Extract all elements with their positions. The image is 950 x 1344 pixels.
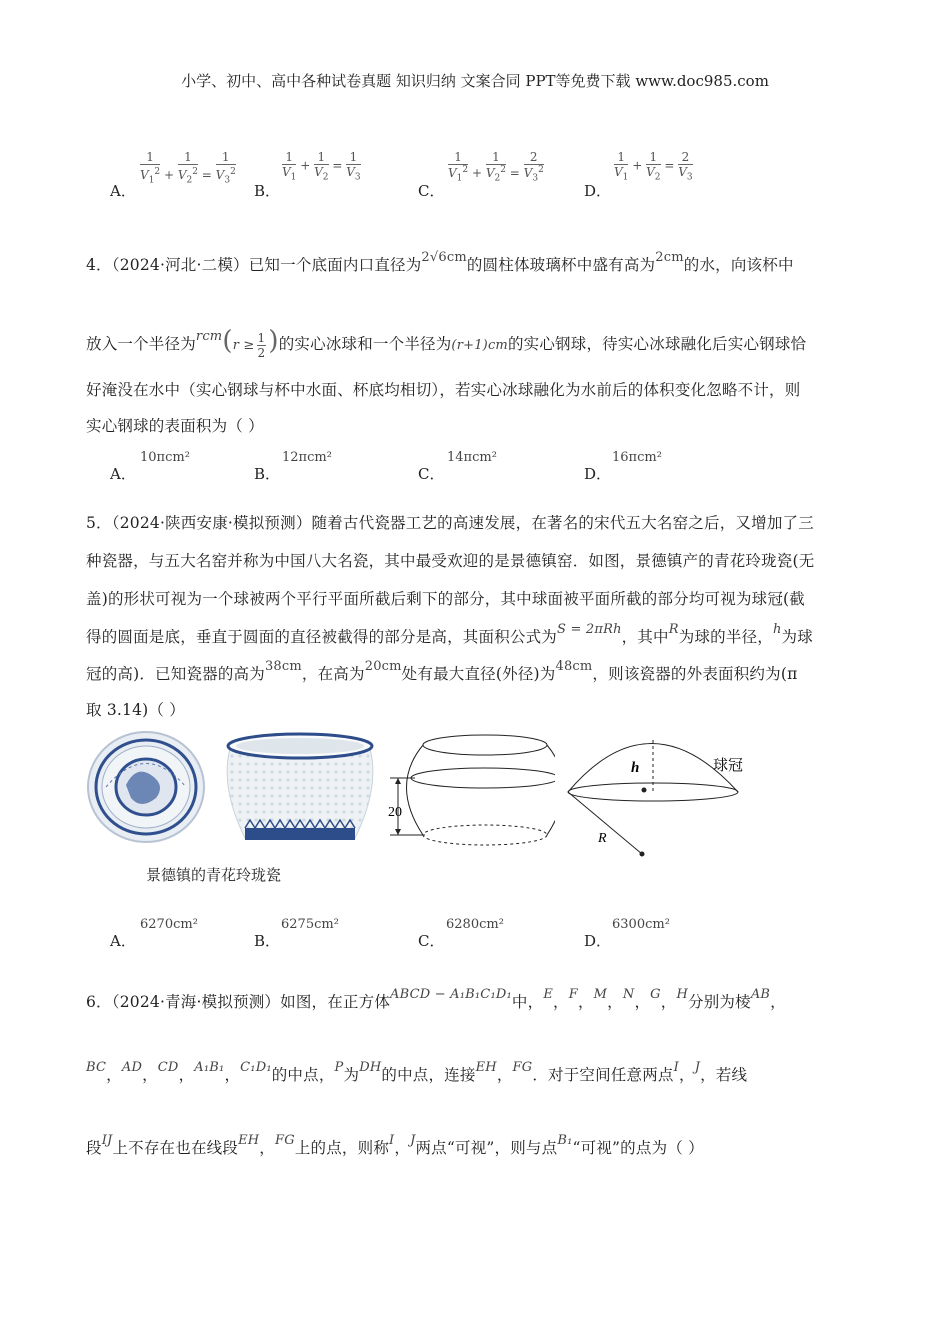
- q3-option-a[interactable]: A．: [110, 182, 136, 200]
- q5-text: 得的圆面是底，垂直于圆面的直径被截得的部分是高，其面积公式为: [86, 628, 558, 646]
- q5-line-4: [86, 622, 813, 647]
- q4-text: 的实心钢球，待实心冰球融化后实心钢球恰: [507, 335, 807, 353]
- q5-option-c[interactable]: C．: [418, 932, 445, 950]
- q6-point-e: E: [543, 987, 554, 1002]
- q3-option-d[interactable]: D．: [584, 182, 612, 200]
- q5-text: 为球的半径，: [678, 628, 773, 646]
- q6-comma: ，: [178, 1066, 195, 1084]
- diagram-label-h: h: [631, 760, 640, 776]
- q4-line-2: 放入一个半径为$^{rcm}$(r ≥ $\frac{1}{2}$ )的实心冰球和一个半径为(r+1)cm的实心钢球，待实心冰球融化后实心钢球恰: [86, 326, 807, 360]
- q4-text: 放入一个半径为: [86, 335, 196, 353]
- q6-edge-bc: BC: [86, 1060, 107, 1075]
- q3-d-math: 1 $V_1$ + 1 $V_2$ = 2 $V_3$: [614, 150, 693, 183]
- q6-text: 分别为棱: [688, 993, 751, 1011]
- figure-caption: 景德镇的青花玲珑瓷: [146, 866, 282, 884]
- q6-comma: ，: [106, 1066, 122, 1084]
- page-header: 小学、初中、高中各种试卷真题 知识归纳 文案合同 PPT等免费下载 www.doc985.com: [181, 72, 769, 90]
- q6-seg-eh-2: EH: [238, 1133, 260, 1148]
- q6-point-m: M: [593, 987, 608, 1002]
- q6-edge-a1b1: A₁B₁: [194, 1060, 225, 1075]
- q5-text: 处有最大直径(外径)为: [401, 665, 556, 683]
- q6-comma: ，: [394, 1139, 411, 1157]
- q3-b-math: 1 $V_1$ + 1 $V_2$ = 1 $V_3$: [282, 150, 361, 183]
- porcelain-bowl-image: [220, 728, 380, 848]
- q5-formula: S = 2πRh: [557, 622, 622, 637]
- q6-comma: ，: [634, 993, 651, 1011]
- q6-comma: ，: [553, 993, 569, 1011]
- q4-text: 的水，向该杯中: [683, 256, 794, 274]
- q3-option-b[interactable]: B．: [254, 182, 281, 200]
- q6-edge-ab: AB: [750, 987, 771, 1002]
- q6-seg-dh: DH: [359, 1060, 382, 1075]
- q4-text: 已知一个底面内口直径为: [248, 256, 422, 274]
- q6-edge-ad: AD: [121, 1060, 143, 1075]
- q5-text: 冠的高)．已知瓷器的高为: [86, 665, 265, 683]
- q6-comma: ，: [678, 1066, 695, 1084]
- q6-text: 上的点，则称: [294, 1139, 390, 1157]
- q5-text: ，在高为: [301, 665, 365, 683]
- q5-var-r: R: [668, 622, 679, 637]
- q5-text: ，其中: [621, 628, 669, 646]
- q6-point-f: F: [568, 987, 578, 1002]
- q6-edge-cd: CD: [157, 1060, 179, 1075]
- q5-value-c: 6280cm²: [446, 917, 504, 932]
- q5-source: （2024·陕西安康·模拟预测）: [111, 514, 312, 532]
- q4-text: 的实心冰球和一个半径为: [278, 335, 452, 353]
- q6-comma: ，: [770, 993, 786, 1011]
- q6-text: 的中点，连接: [381, 1066, 476, 1084]
- q6-source: （2024·青海·模拟预测）: [111, 993, 281, 1011]
- q6-comma: ，: [660, 993, 677, 1011]
- q5-line-6: 取 3.14)（ ）: [86, 701, 185, 719]
- q6-point-h: H: [676, 987, 688, 1002]
- q6-line-2: [86, 1060, 748, 1085]
- q6-text: 为: [343, 1066, 360, 1084]
- q6-comma: ，: [496, 1066, 513, 1084]
- q4-diameter: 2√6cm: [421, 250, 467, 265]
- q4-line-4: 实心钢球的表面积为（ ）: [86, 417, 264, 435]
- q6-comma: ，: [607, 993, 623, 1011]
- q5-value-b: 6275cm²: [281, 917, 339, 932]
- q3-option-c[interactable]: C．: [418, 182, 445, 200]
- q5-number: 5．: [86, 514, 112, 532]
- porcelain-plate-image: [86, 730, 206, 845]
- q5-value-d: 6300cm²: [612, 917, 670, 932]
- q6-text: 两点“可视”，则与点: [415, 1139, 558, 1157]
- q4-value-d: 16πcm²: [612, 450, 662, 465]
- q4-number: 4．: [86, 256, 112, 274]
- q6-text: ．对于空间任意两点: [532, 1066, 674, 1084]
- q6-point-j: J: [694, 1060, 701, 1075]
- q6-comma: ，: [259, 1139, 275, 1157]
- q4-option-c[interactable]: C．: [418, 465, 445, 483]
- q5-height-20: 20cm: [364, 659, 402, 674]
- q6-text: ，若线: [700, 1066, 748, 1084]
- q5-option-a[interactable]: A．: [110, 932, 136, 950]
- q6-text: 的中点，: [271, 1066, 335, 1084]
- q5-line-5: [86, 659, 798, 684]
- q6-comma: ，: [224, 1066, 241, 1084]
- q4-option-b[interactable]: B．: [254, 465, 281, 483]
- q6-number: 6．: [86, 993, 112, 1011]
- q6-point-n: N: [622, 987, 635, 1002]
- diagram-label-r: R: [598, 831, 607, 846]
- q6-text: 如图，在正方体: [280, 993, 391, 1011]
- q5-height: 38cm: [264, 659, 302, 674]
- q6-point-i-2: I: [389, 1133, 395, 1148]
- q6-seg-eh: EH: [475, 1060, 497, 1075]
- porcelain-geometry-diagram: [385, 730, 555, 850]
- q6-text: 上不存在也在线段: [112, 1139, 239, 1157]
- q4-value-b: 12πcm²: [282, 450, 332, 465]
- diagram-label-20: 20: [388, 805, 402, 820]
- q6-seg-fg-2: FG: [275, 1133, 295, 1148]
- q6-text: 中，: [511, 993, 544, 1011]
- q6-seg-fg: FG: [512, 1060, 533, 1075]
- q4-value-c: 14πcm²: [447, 450, 497, 465]
- diagram-label-cap: 球冠: [713, 756, 744, 774]
- q4-condition: r ≥: [232, 338, 255, 353]
- q5-value-a: 6270cm²: [140, 917, 198, 932]
- q6-edge-c1d1: C₁D₁: [240, 1060, 272, 1075]
- q6-comma: ，: [577, 993, 594, 1011]
- q5-text: 为球: [781, 628, 813, 646]
- q6-text: “可视”的点为（ ）: [572, 1139, 704, 1157]
- q4-source: （2024·河北·二模）: [111, 256, 249, 274]
- q4-line-1: [86, 250, 794, 275]
- q5-line-2: 种瓷器，与五大名窑并称为中国八大名瓷，其中最受欢迎的是景德镇窑．如图，景德镇产的青花玲珑瓷(无: [86, 552, 815, 570]
- q5-text: ，则该瓷器的外表面积约为(π: [592, 665, 798, 683]
- spherical-cap-diagram: [560, 730, 780, 860]
- q4-option-d[interactable]: D．: [584, 465, 612, 483]
- q6-line-1: [86, 987, 786, 1012]
- q4-text: 的圆柱体玻璃杯中盛有高为: [466, 256, 656, 274]
- q6-point-g: G: [650, 987, 661, 1002]
- q4-value-a: 10πcm²: [140, 450, 190, 465]
- q5-line-3: 盖)的形状可视为一个球被两个平行平面所截后剩下的部分，其中球面被平面所截的部分均可视为球冠(截: [86, 590, 805, 608]
- q5-option-d[interactable]: D．: [584, 932, 612, 950]
- q4-steel-radius: (r+1)cm: [451, 338, 508, 353]
- q3-c-math: 1 $V_1^2$ + 1 $V_2^2$ = 2 $V_3^2$: [448, 150, 544, 184]
- q5-text: 随着古代瓷器工艺的高速发展，在著名的宋代五大名窑之后，又增加了三: [311, 514, 814, 532]
- q4-line-3: 好淹没在水中（实心钢球与杯中水面、杯底均相切），若实心冰球融化为水前后的体积变化忽略不计，则: [86, 381, 801, 399]
- q4-radius: rcm: [195, 329, 223, 344]
- q6-seg-ij: IJ: [101, 1133, 113, 1148]
- q6-comma: ，: [142, 1066, 158, 1084]
- q6-cube: ABCD − A₁B₁C₁D₁: [390, 987, 512, 1002]
- q3-a-math: 1 $V_1^2$ + 1 $V_2^2$ = 1 $V_3^2$: [140, 150, 236, 186]
- q5-line-1: [86, 511, 814, 533]
- q5-diameter: 48cm: [555, 659, 593, 674]
- q6-point-j-2: J: [410, 1133, 416, 1148]
- q6-point-b1: B₁: [557, 1133, 573, 1148]
- q4-option-a[interactable]: A．: [110, 465, 136, 483]
- q5-option-b[interactable]: B．: [254, 932, 281, 950]
- q6-point-i: I: [673, 1060, 679, 1075]
- q6-line-3: [86, 1133, 704, 1158]
- q6-text: 段: [86, 1139, 102, 1157]
- q4-water-height: 2cm: [655, 250, 684, 265]
- q5-var-h: h: [772, 622, 782, 637]
- q6-point-p: P: [334, 1060, 344, 1075]
